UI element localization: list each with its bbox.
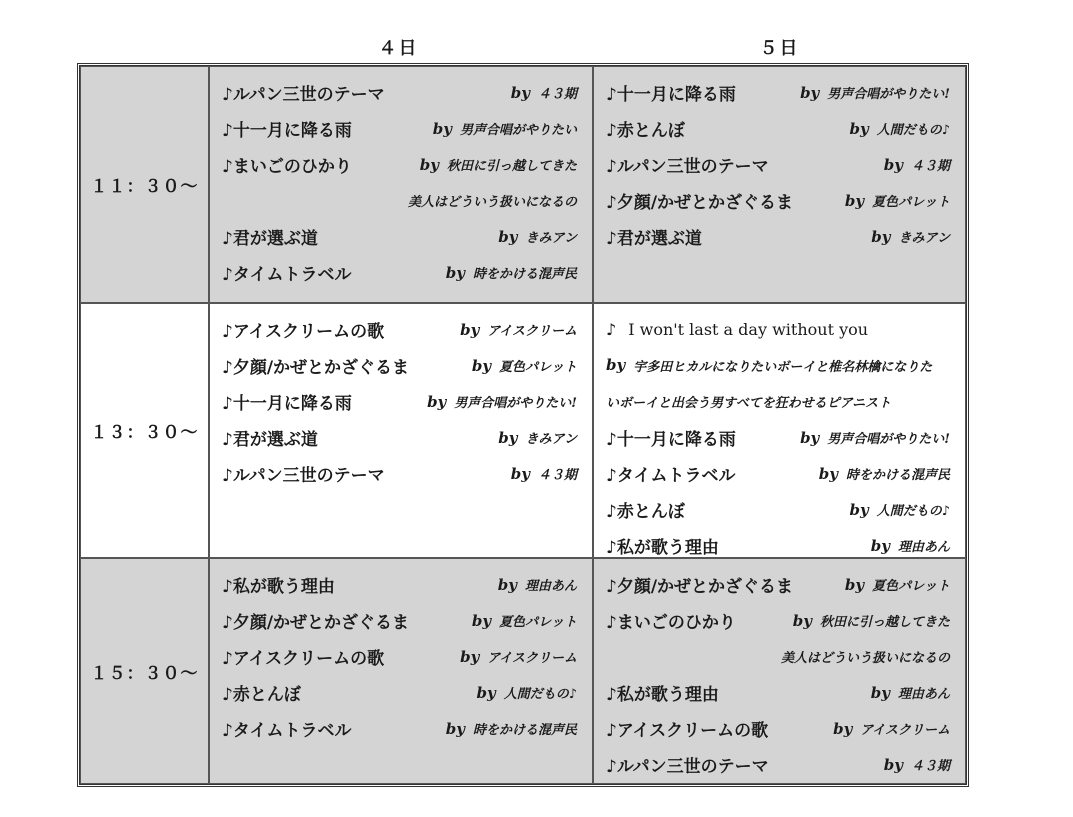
song-artist [800,83,954,102]
by-label: by [510,83,530,102]
song-row [606,491,954,527]
song-artist [833,719,954,738]
song-artist [884,755,954,774]
special-artist-text-1: 宇多田ヒカルになりたいボーイと椎名林檎になりた [633,359,933,375]
song-row [222,455,581,491]
music-note-icon: ♪ [606,319,617,339]
song-row [606,419,954,455]
by-label: by [445,263,465,282]
song-artist [849,119,954,138]
song-title: ♪夕顔/かぜとかざぐるま [606,576,794,597]
by-label: by [510,464,530,483]
song-artist [498,428,581,447]
by-label: by [870,536,890,555]
song-artist [511,464,581,483]
song-row [606,746,954,782]
song-title: ♪十一月に降る雨 [606,84,736,105]
by-label: by [844,191,865,210]
time-cell-3 [80,558,209,784]
song-title: ♪アイスクリームの歌 [222,648,385,669]
song-title: ♪ルパン三世のテーマ [222,84,385,105]
song-artist [446,719,581,738]
slot2-day5-cell [593,303,966,558]
song-row [222,566,581,602]
song-artist [427,392,581,411]
by-label: by [800,83,820,102]
time-cell-2 [80,303,209,558]
song-title: ♪タイムトラベル [606,465,736,486]
song-title: ♪夕顔/かぜとかざぐるま [222,357,410,378]
song-artist [446,263,581,282]
by-label: by [849,500,869,519]
song-artist [819,464,954,483]
artist-name: アイスクリーム [860,722,950,738]
special-artist-text-2: いボーイと出会う男すべてを狂わせるピアニスト [606,395,892,411]
song-title: ♪赤とんぼ [222,684,301,705]
artist-name: 人間だもの♪ [876,503,950,519]
song-title: ♪君が選ぶ道 [222,429,318,450]
artist-name: ４３期 [910,758,950,774]
artist-name: 夏色パレット [499,359,577,375]
song-artist [871,683,954,702]
artist-name: 男声合唱がやりたい! [454,395,577,411]
song-title: ♪赤とんぼ [606,120,685,141]
artist-name: ４３期 [537,86,577,102]
song-title: ♪アイスクリームの歌 [606,720,769,741]
schedule-table [77,63,969,787]
song-row [222,383,581,419]
time-label-2: １３：３０～ [90,423,199,443]
song-artist [871,536,954,555]
artist-name: 秋田に引っ越してきた [819,614,950,630]
by-label: by [883,755,903,774]
time-label-1: １１：３０～ [90,177,199,197]
artist-name: きみアン [525,431,577,447]
artist-name: 夏色パレット [872,578,950,594]
song-title: ♪夕顔/かぜとかざぐるま [222,612,410,633]
song-title: ♪タイムトラベル [222,264,352,285]
song-artist [793,611,954,630]
song-row [222,347,581,383]
slot2-day4-cell [209,303,593,558]
artist-name: 理由あん [897,539,950,555]
artist-name: 時をかける混声民 [845,467,950,483]
by-label: by [460,647,480,666]
song-row [606,455,954,491]
song-title: ♪私が歌う理由 [606,537,719,558]
special-song-name: I won't last a day without you [628,319,869,339]
artist-name: アイスクリーム [487,650,577,666]
day-header-5: ５日 [759,38,800,59]
artist-name: きみアン [525,230,577,246]
song-artist [849,500,954,519]
by-label: by [419,155,439,174]
song-row [606,566,954,602]
special-artist-line-2 [606,383,954,419]
slot3-day5-cell [593,558,966,784]
song-title: ♪君が選ぶ道 [222,228,318,249]
by-label: by [833,719,853,738]
song-title: ♪君が選ぶ道 [606,228,702,249]
song-row [222,146,581,182]
artist-name: 時をかける混声民 [472,722,577,738]
song-title: ♪アイスクリームの歌 [222,321,385,342]
song-title: ♪十一月に降る雨 [606,429,736,450]
by-label: by [883,155,903,174]
song-row [606,710,954,746]
artist-name: 理由あん [524,578,577,594]
by-label: by [445,719,465,738]
song-row [222,254,581,290]
by-label: by [606,356,626,374]
artist-name: 理由あん [897,686,950,702]
artist-continuation: 美人はどういう扱いになるの [780,650,950,666]
song-row [222,638,581,674]
by-label: by [498,227,518,246]
slot2-day5-list [606,419,954,563]
by-label: by [800,428,820,447]
song-artist [472,611,581,630]
song-artist [845,191,954,210]
song-title: ♪まいごのひかり [606,612,736,633]
song-row [606,74,954,110]
by-label: by [818,464,838,483]
artist-name: 人間だもの♪ [503,686,577,702]
song-artist [472,356,581,375]
song-row [606,602,954,638]
by-label: by [497,575,517,594]
time-cell-1 [80,66,209,303]
song-title: ♪私が歌う理由 [606,684,719,705]
song-row [606,146,954,182]
special-artist-line-1 [606,347,954,383]
artist-name: きみアン [898,230,950,246]
slot1-day5-cell [593,66,966,303]
song-row [606,674,954,710]
by-label: by [498,428,518,447]
song-artist [476,683,581,702]
artist-name: ４３期 [910,158,950,174]
artist-name: 時をかける混声民 [472,266,577,282]
song-artist [498,575,581,594]
song-row [222,110,581,146]
song-artist [800,428,954,447]
song-row [222,311,581,347]
song-artist [420,155,581,174]
artist-name: 男声合唱がやりたい [459,122,577,138]
by-label: by [471,356,492,375]
slot3-day4-cell [209,558,593,784]
artist-name: 男声合唱がやりたい! [827,86,950,102]
song-row [222,419,581,455]
by-label: by [432,119,452,138]
day-header-4: ４日 [378,38,419,59]
song-title: ♪ルパン三世のテーマ [606,756,769,777]
slot1-day4-cell [209,66,593,303]
song-row [606,110,954,146]
song-row [222,74,581,110]
song-title: ♪私が歌う理由 [222,576,335,597]
by-label: by [792,611,812,630]
song-title: ♪ルパン三世のテーマ [606,156,769,177]
song-title: ♪タイムトラベル [222,720,352,741]
song-row [606,218,954,254]
song-artist [433,119,581,138]
by-label: by [849,119,869,138]
song-row [222,674,581,710]
song-title: ♪赤とんぼ [606,501,685,522]
song-artist [460,647,581,666]
song-row [222,710,581,746]
time-label-3: １５：３０～ [90,663,199,684]
song-title: ♪十一月に降る雨 [222,120,352,141]
artist-name: アイスクリーム [487,323,577,339]
song-row [222,218,581,254]
artist-name: 人間だもの♪ [876,122,950,138]
artist-name: 秋田に引っ越してきた [446,158,577,174]
song-title: ♪十一月に降る雨 [222,393,352,414]
song-artist [511,83,581,102]
artist-continuation: 美人はどういう扱いになるの [407,194,577,210]
song-row [222,602,581,638]
artist-name: 夏色パレット [872,194,950,210]
song-title: ♪夕顔/かぜとかざぐるま [606,192,794,213]
song-artist [460,320,581,339]
song-artist [884,155,954,174]
song-artist [498,227,581,246]
special-song-title [606,311,954,347]
by-label: by [844,575,865,594]
song-row [606,182,954,218]
song-artist [845,575,954,594]
artist-name: 男声合唱がやりたい! [827,431,950,447]
by-label: by [427,392,447,411]
by-label: by [460,320,480,339]
by-label: by [871,227,891,246]
artist-name: ４３期 [537,467,577,483]
song-title: ♪ルパン三世のテーマ [222,465,385,486]
by-label: by [870,683,890,702]
artist-name: 夏色パレット [499,614,577,630]
song-artist [871,227,954,246]
song-title: ♪まいごのひかり [222,156,352,177]
by-label: by [471,611,492,630]
by-label: by [476,683,496,702]
